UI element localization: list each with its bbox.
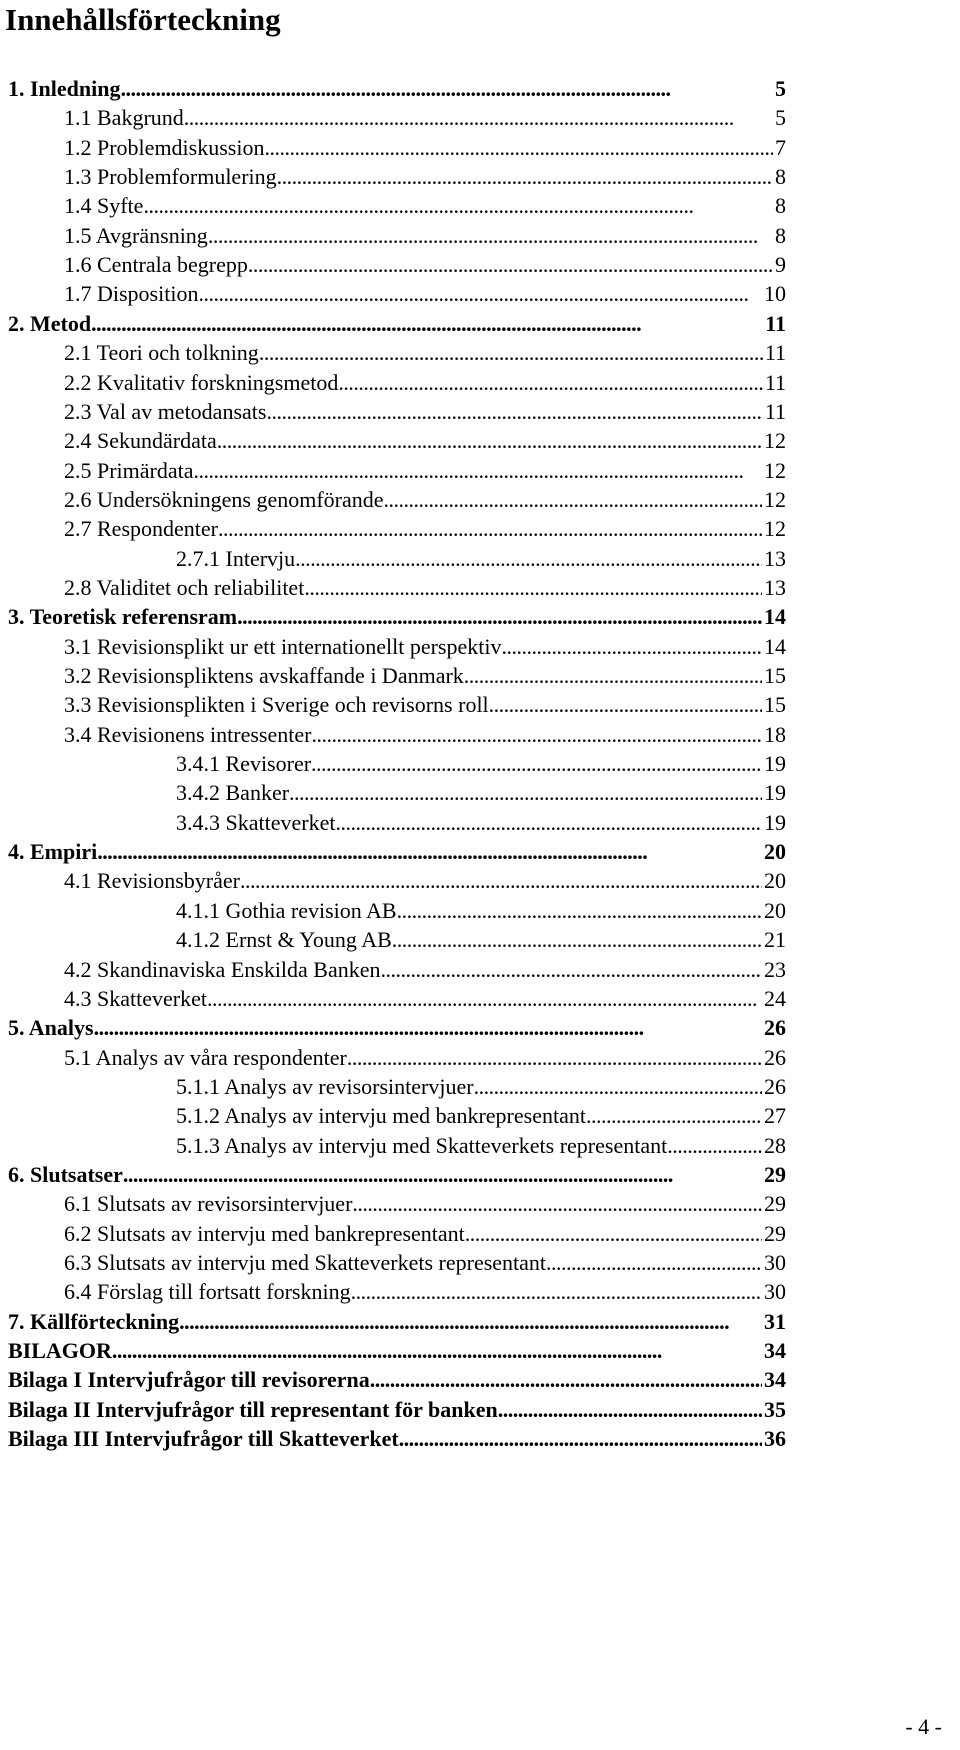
toc-dot-leader (277, 161, 773, 193)
toc-entry-label: 1.6 Centrala begrepp (64, 252, 248, 277)
toc-entry-page: 27 (764, 1103, 786, 1128)
toc-entry-page: 11 (764, 340, 786, 365)
toc-dot-leader (586, 1100, 762, 1132)
toc-entry[interactable] (64, 396, 786, 428)
toc-dot-leader (237, 601, 762, 633)
toc-entry[interactable] (64, 161, 786, 193)
toc-entry-page: 15 (764, 663, 786, 688)
toc-entry[interactable] (8, 836, 786, 868)
toc-entry-label: 3.4.2 Banker (176, 780, 290, 805)
toc-entry[interactable] (64, 249, 786, 281)
toc-entry-page: 26 (764, 1045, 786, 1070)
toc-dot-leader (97, 836, 762, 868)
page-number: - 4 - (905, 1714, 942, 1739)
toc-entry-page: 15 (764, 692, 786, 717)
toc-entry-page: 20 (764, 898, 786, 923)
toc-dot-leader (464, 660, 762, 692)
toc-entry-page: 24 (764, 986, 786, 1011)
toc-entry-page: 11 (765, 311, 786, 336)
toc-entry-label: 2.2 Kvalitativ forskningsmetod (64, 370, 339, 395)
toc-entry[interactable] (176, 807, 786, 839)
toc-entry-label: 2.5 Primärdata (64, 458, 194, 483)
toc-entry-label: 1. Inledning (8, 76, 121, 101)
toc-entry[interactable] (64, 425, 786, 457)
toc-dot-leader (465, 1218, 762, 1250)
toc-dot-leader (259, 337, 763, 369)
toc-entry-page: 8 (775, 223, 786, 248)
toc-dot-leader (384, 484, 762, 516)
toc-entry-page: 12 (764, 487, 786, 512)
toc-entry-page: 7 (775, 135, 786, 160)
toc-entry[interactable] (176, 1100, 786, 1132)
toc-entry-label: 1.7 Disposition (64, 281, 199, 306)
toc-entry[interactable] (64, 1247, 786, 1279)
toc-entry[interactable] (8, 1335, 786, 1367)
toc-dot-leader (392, 924, 762, 956)
toc-entry[interactable] (64, 190, 786, 222)
toc-entry-page: 34 (764, 1338, 786, 1363)
toc-dot-leader (352, 1188, 762, 1220)
toc-entry[interactable] (64, 1042, 786, 1074)
toc-entry[interactable] (64, 132, 786, 164)
toc-entry[interactable] (64, 102, 786, 134)
toc-entry[interactable] (64, 1188, 786, 1220)
toc-entry-page: 21 (764, 927, 786, 952)
toc-entry-label: 6. Slutsatser (8, 1162, 123, 1187)
toc-entry[interactable] (176, 777, 786, 809)
toc-dot-leader (397, 895, 762, 927)
toc-entry[interactable] (176, 1130, 786, 1162)
toc-entry-label: 2.8 Validitet och reliabilitet (64, 575, 305, 600)
toc-entry-label: 4. Empiri (8, 839, 98, 864)
toc-dot-leader (184, 102, 773, 134)
toc-dot-leader (217, 425, 762, 457)
toc-entry[interactable] (64, 484, 786, 516)
toc-entry-label: 2.1 Teori och tolkning (64, 340, 259, 365)
toc-entry-page: 23 (764, 957, 786, 982)
toc-entry-page: 34 (764, 1367, 786, 1392)
toc-entry-label: 3.4.1 Revisorer (176, 751, 312, 776)
toc-dot-leader (248, 249, 773, 281)
toc-dot-leader (304, 572, 762, 604)
toc-entry-page: 30 (764, 1250, 786, 1275)
toc-dot-leader (208, 220, 773, 252)
toc-entry-label: 3.4 Revisionens intressenter (64, 722, 312, 747)
toc-dot-leader (266, 396, 762, 428)
toc-entry-page: 14 (764, 604, 786, 629)
toc-entry[interactable] (64, 1276, 786, 1308)
toc-dot-leader (489, 689, 762, 721)
toc-entry-label: 3. Teoretisk referensram (8, 604, 238, 629)
toc-entry-page: 8 (775, 164, 786, 189)
toc-entry[interactable] (176, 543, 786, 575)
toc-entry-label: 2.6 Undersökningens genomförande (64, 487, 384, 512)
toc-entry[interactable] (64, 367, 786, 399)
toc-dot-leader (121, 73, 774, 105)
toc-entry[interactable] (64, 572, 786, 604)
toc-dot-leader (351, 1276, 762, 1308)
toc-entry-label: 1.3 Problemformulering (64, 164, 277, 189)
toc-entry[interactable] (8, 73, 786, 105)
toc-entry-page: 20 (764, 839, 786, 864)
toc-entry[interactable] (64, 954, 786, 986)
toc-entry-page: 13 (764, 575, 786, 600)
toc-entry-page: 26 (764, 1015, 786, 1040)
toc-entry-page: 14 (764, 634, 786, 659)
toc-dot-leader (218, 513, 762, 545)
toc-entry[interactable] (64, 220, 786, 252)
toc-entry[interactable] (64, 337, 786, 369)
toc-dot-leader (179, 1306, 762, 1338)
toc-entry-label: 6.2 Slutsats av intervju med bankrepresentant (64, 1221, 465, 1246)
toc-entry-label: 5.1.1 Analys av revisorsintervjuer (176, 1074, 474, 1099)
toc-dot-leader (347, 1042, 762, 1074)
toc-dot-leader (91, 308, 763, 340)
toc-entry[interactable] (176, 924, 786, 956)
toc-entry[interactable] (64, 983, 786, 1015)
toc-entry-page: 8 (775, 193, 786, 218)
toc-entry[interactable] (8, 1159, 786, 1191)
toc-entry-label: 7. Källförteckning (8, 1309, 180, 1334)
toc-entry[interactable] (8, 1012, 786, 1044)
toc-dot-leader (207, 983, 762, 1015)
toc-entry-page: 28 (764, 1133, 786, 1158)
toc-entry-page: 5 (775, 105, 786, 130)
toc-dot-leader (667, 1130, 762, 1162)
toc-dot-leader (311, 748, 762, 780)
toc-entry-page: 13 (764, 546, 786, 571)
toc-entry-label: 6.1 Slutsats av revisorsintervjuer (64, 1191, 353, 1216)
toc-dot-leader (399, 1423, 762, 1455)
toc-entry[interactable] (64, 1218, 786, 1250)
toc-entry[interactable] (64, 278, 786, 310)
toc-entry[interactable] (8, 1394, 786, 1426)
toc-dot-leader (381, 954, 762, 986)
toc-entry[interactable] (8, 601, 786, 633)
toc-entry-page: 30 (764, 1279, 786, 1304)
toc-entry-page: 35 (764, 1397, 786, 1422)
toc-entry[interactable] (176, 895, 786, 927)
toc-entry-page: 12 (764, 458, 786, 483)
toc-entry-label: 4.1.1 Gothia revision AB (176, 898, 397, 923)
toc-entry-label: Bilaga I Intervjufrågor till revisorerna (8, 1367, 370, 1392)
toc-dot-leader (498, 1394, 762, 1426)
toc-dot-leader (194, 455, 762, 487)
toc-entry-label: 4.3 Skatteverket (64, 986, 207, 1011)
toc-entry-label: 5.1 Analys av våra respondenter (64, 1045, 347, 1070)
toc-entry[interactable] (8, 308, 786, 340)
toc-entry[interactable] (64, 455, 786, 487)
toc-entry-page: 5 (775, 76, 786, 101)
toc-entry-label: 1.5 Avgränsning (64, 223, 208, 248)
toc-entry-page: 18 (764, 722, 786, 747)
toc-entry-page: 29 (764, 1162, 786, 1187)
toc-entry[interactable] (64, 660, 786, 692)
toc-entry-label: Bilaga II Intervjufrågor till representant för banken (8, 1397, 498, 1422)
toc-entry-page: 20 (764, 868, 786, 893)
toc-entry-page: 29 (764, 1191, 786, 1216)
toc-entry-label: 6.3 Slutsats av intervju med Skatteverkets representant (64, 1250, 547, 1275)
toc-dot-leader (295, 543, 762, 575)
toc-entry-label: 2.4 Sekundärdata (64, 428, 217, 453)
toc-entry-page: 19 (764, 751, 786, 776)
toc-dot-leader (198, 278, 762, 310)
toc-entry[interactable] (64, 865, 786, 897)
toc-entry-label: 5.1.3 Analys av intervju med Skatteverkets representant (176, 1133, 668, 1158)
toc-dot-leader (502, 631, 763, 663)
toc-dot-leader (546, 1247, 762, 1279)
toc-dot-leader (123, 1159, 762, 1191)
toc-entry-page: 10 (764, 281, 786, 306)
toc-entry-label: 5. Analys (8, 1015, 94, 1040)
toc-entry-label: 3.2 Revisionspliktens avskaffande i Danmark (64, 663, 464, 688)
toc-entry[interactable] (64, 689, 786, 721)
toc-entry-label: Bilaga III Intervjufrågor till Skatteverket (8, 1426, 399, 1451)
page-title: Innehållsförteckning (5, 2, 281, 37)
toc-entry-label: BILAGOR (8, 1338, 112, 1363)
toc-entry-page: 11 (764, 399, 786, 424)
toc-entry-page: 26 (764, 1074, 786, 1099)
toc-dot-leader (264, 132, 773, 164)
toc-entry[interactable] (176, 748, 786, 780)
toc-entry-label: 1.1 Bakgrund (64, 105, 184, 130)
toc-dot-leader (143, 190, 773, 222)
toc-entry-label: 2.7.1 Intervju (176, 546, 296, 571)
toc-entry-label: 2.7 Respondenter (64, 516, 218, 541)
toc-entry[interactable] (8, 1423, 786, 1455)
toc-entry-page: 19 (764, 810, 786, 835)
toc-entry-page: 9 (775, 252, 786, 277)
toc-entry-label: 5.1.2 Analys av intervju med bankrepresentant (176, 1103, 586, 1128)
toc-dot-leader (474, 1071, 762, 1103)
toc-entry-label: 3.1 Revisionsplikt ur ett internationellt perspektiv (64, 634, 502, 659)
toc-entry-label: 1.4 Syfte (64, 193, 144, 218)
toc-dot-leader (112, 1335, 762, 1367)
toc-entry[interactable] (8, 1364, 786, 1396)
toc-dot-leader (311, 719, 762, 751)
toc-dot-leader (370, 1364, 762, 1396)
toc-entry[interactable] (64, 513, 786, 545)
toc-entry-page: 11 (764, 370, 786, 395)
toc-entry[interactable] (64, 631, 786, 663)
toc-entry-label: 6.4 Förslag till fortsatt forskning (64, 1279, 351, 1304)
toc-dot-leader (338, 367, 762, 399)
toc-dot-leader (289, 777, 762, 809)
toc-dot-leader (240, 865, 762, 897)
toc-dot-leader (94, 1012, 762, 1044)
toc-entry-page: 12 (764, 428, 786, 453)
toc-entry-label: 1.2 Problemdiskussion (64, 135, 265, 160)
toc-entry-label: 4.1.2 Ernst & Young AB (176, 927, 392, 952)
toc-entry-label: 4.2 Skandinaviska Enskilda Banken (64, 957, 381, 982)
toc-entry-page: 31 (764, 1309, 786, 1334)
toc-entry-label: 2. Metod (8, 311, 92, 336)
toc-entry-page: 29 (764, 1221, 786, 1246)
toc-entry-label: 3.3 Revisionsplikten i Sverige och revisorns roll (64, 692, 489, 717)
toc-entry-label: 4.1 Revisionsbyråer (64, 868, 240, 893)
toc-entry-page: 36 (764, 1426, 786, 1451)
toc-entry-page: 19 (764, 780, 786, 805)
toc-entry[interactable] (176, 1071, 786, 1103)
toc-dot-leader (335, 807, 762, 839)
toc-entry-page: 12 (764, 516, 786, 541)
toc-entry-label: 3.4.3 Skatteverket (176, 810, 336, 835)
toc-entry-label: 2.3 Val av metodansats (64, 399, 267, 424)
toc-entry[interactable] (8, 1306, 786, 1338)
toc-entry[interactable] (64, 719, 786, 751)
